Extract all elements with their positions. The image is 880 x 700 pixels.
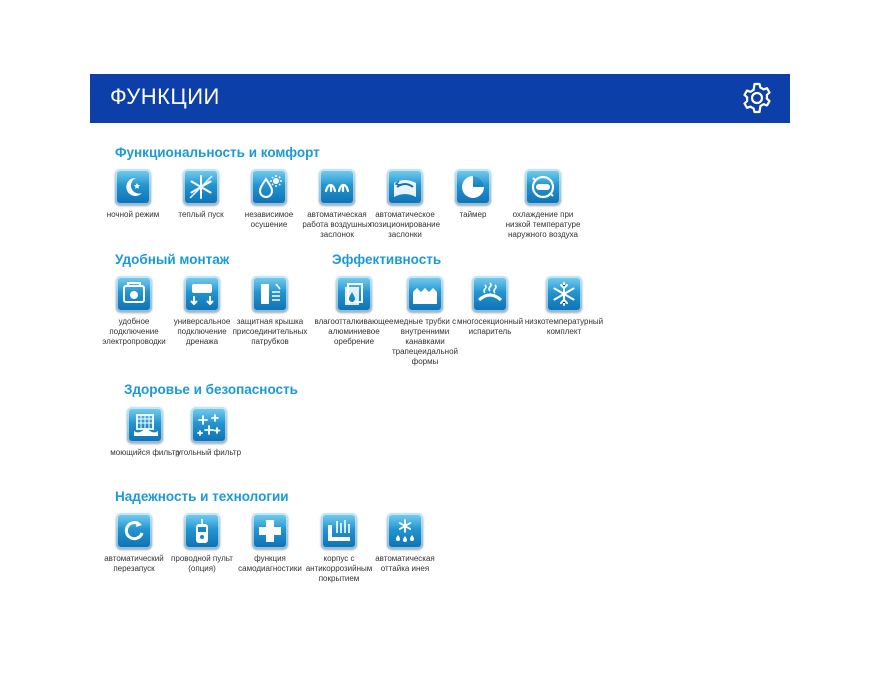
gear-icon[interactable] xyxy=(740,81,774,115)
page-header xyxy=(90,74,790,123)
wiring-icon xyxy=(116,276,152,312)
feature-label: корпус с антикоррозийным покрытием xyxy=(305,554,373,583)
timer-icon xyxy=(455,169,491,205)
feature-label: угольный фильтр xyxy=(176,448,242,457)
feature-label: автоматический перезапуск xyxy=(104,554,164,573)
carbon-filter-icon xyxy=(191,407,227,443)
feature-evaporator xyxy=(450,276,530,337)
self-diagnosis-icon xyxy=(252,513,288,549)
section-title-reliability: Надежность и технологии xyxy=(115,489,289,504)
droplet-sun-icon xyxy=(251,169,287,205)
washable-filter-icon xyxy=(127,407,163,443)
feature-label: проводной пульт (опция) xyxy=(171,554,233,573)
feature-label: низкотемпературный комплект xyxy=(524,317,604,336)
feature-label: функция самодиагностики xyxy=(238,554,302,573)
feature-low-temp-kit xyxy=(522,276,606,337)
feature-label: таймер xyxy=(459,210,487,219)
louver-swing-icon xyxy=(319,169,355,205)
copper-tube-icon xyxy=(407,276,443,312)
section-title-comfort: Функциональность и комфорт xyxy=(115,145,320,160)
section-title-health: Здоровье и безопасность xyxy=(124,382,298,397)
feature-label: охлаждение при низкой температуре наружного воздуха xyxy=(505,210,581,239)
feature-label: моющийся фильтр xyxy=(110,448,180,457)
feature-label: ночной режим xyxy=(106,210,160,219)
low-temp-cooling-icon xyxy=(525,169,561,205)
feature-label: влагоотталкивающее алюминиевое оребрение xyxy=(314,317,394,346)
feature-low-temp-cooling xyxy=(501,169,585,240)
page-title: ФУНКЦИИ xyxy=(110,84,220,109)
snowflake-icon xyxy=(546,276,582,312)
section-title-installation: Удобный монтаж xyxy=(115,252,230,267)
moon-icon xyxy=(115,169,151,205)
drain-icon xyxy=(184,276,220,312)
snowflake-heat-icon xyxy=(183,169,219,205)
feature-label: независимое осушение xyxy=(244,210,294,229)
evaporator-icon xyxy=(472,276,508,312)
feature-label: медные трубки с внутренними канавками трапецеидальной формы xyxy=(391,317,459,366)
pipe-cover-icon xyxy=(252,276,288,312)
feature-label: многосекционный испаритель xyxy=(456,317,524,336)
feature-label: защитная крышка присоединительных патрубков xyxy=(232,317,308,346)
feature-auto-defrost xyxy=(365,513,445,574)
section-title-efficiency: Эффективность xyxy=(332,252,442,267)
fins-icon xyxy=(336,276,372,312)
auto-restart-icon xyxy=(116,513,152,549)
feature-label: теплый пуск xyxy=(178,210,224,219)
feature-pipe-cover xyxy=(230,276,310,347)
feature-label: удобное подключение электропроводки xyxy=(102,317,166,346)
feature-carbon-filter xyxy=(169,407,249,458)
feature-label: автоматическая работа воздушных заслонок xyxy=(302,210,372,239)
anticorrosion-icon xyxy=(321,513,357,549)
feature-label: автоматическое позиционирование заслонки xyxy=(369,210,441,239)
feature-label: универсальное подключение дренажа xyxy=(173,317,231,346)
defrost-icon xyxy=(387,513,423,549)
louver-position-icon xyxy=(387,169,423,205)
wired-remote-icon xyxy=(184,513,220,549)
feature-label: автоматическая оттайка инея xyxy=(375,554,435,573)
